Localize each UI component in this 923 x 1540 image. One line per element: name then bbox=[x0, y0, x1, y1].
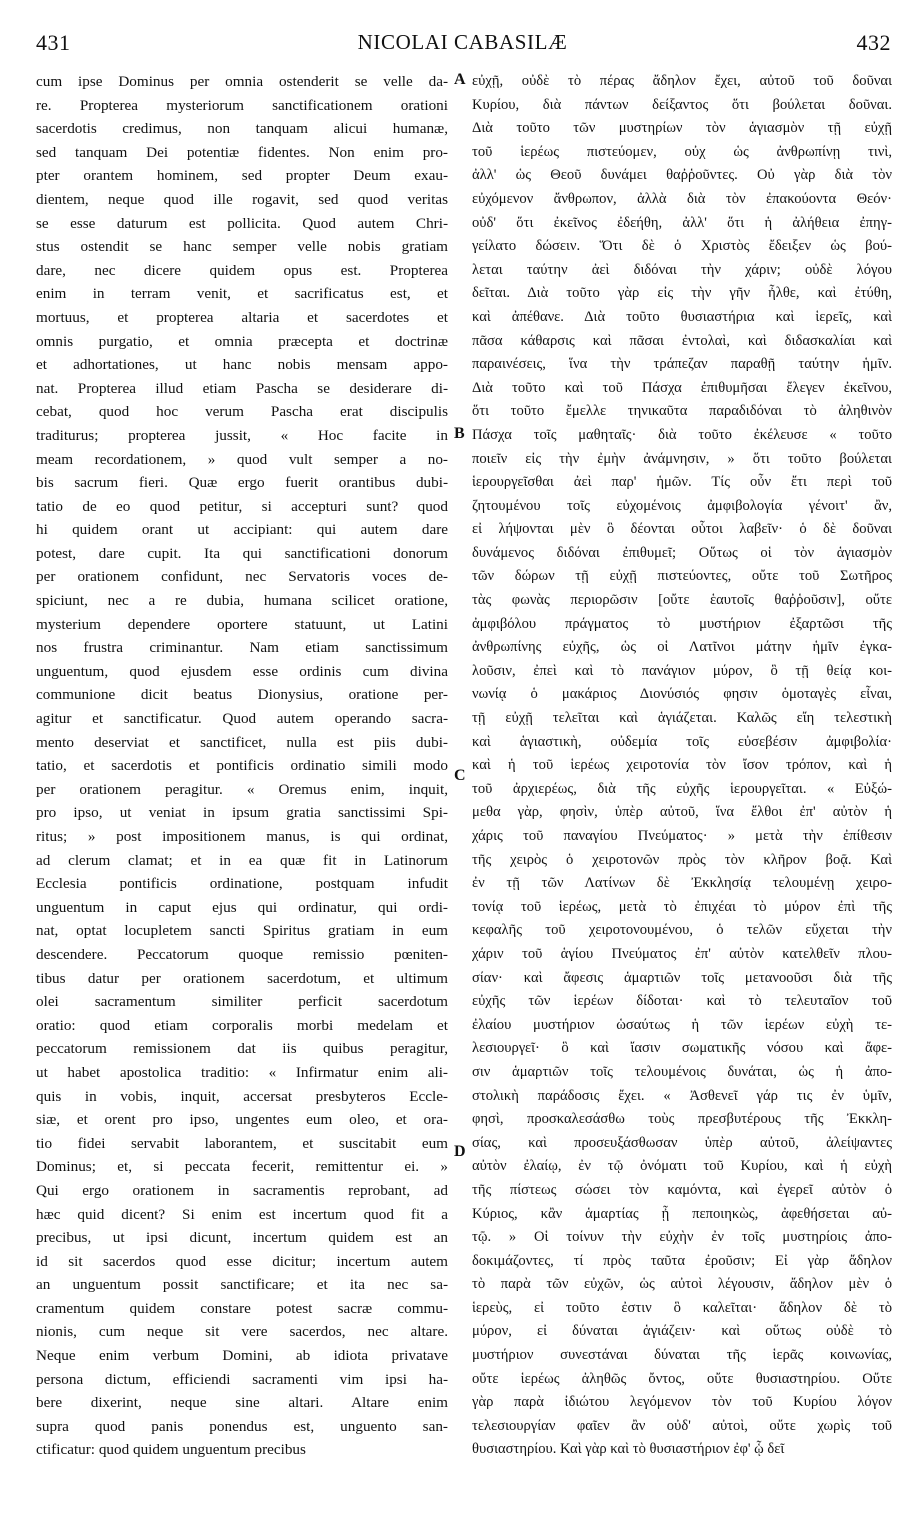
text-line: enim in terram venit, et sacrificatus est, et bbox=[36, 285, 448, 303]
latin-column bbox=[36, 70, 448, 1462]
text-line: siæ, et orent pro ipso, ungentes eum oleo, et ora- bbox=[36, 1111, 448, 1129]
text-line: πᾶσα κάθαρσις καὶ πᾶσαι ἐντολαὶ, καὶ διδασκαλίαι καὶ bbox=[472, 332, 892, 349]
text-line: et adhortationes, ut hanc nobis mensam appo- bbox=[36, 356, 448, 374]
text-line: οὔτε ἱερέως ἀληθῶς ὄντος, οὔτε θυσιαστηρίου. Οὔτε bbox=[472, 1370, 892, 1387]
text-line: pro ipso, ut veniat in ipsum gratia sanctissimi Spi- bbox=[36, 804, 448, 822]
text-line: persona dictum, efficiendi sacramenti vim ipsi ha- bbox=[36, 1370, 448, 1388]
text-line: nat. Propterea illud etiam Pascha se desiderare di- bbox=[36, 379, 448, 397]
text-line: ποιεῖν εἰς τὴν ἐμὴν ἀνάμνησιν, » ὅτι τοῦτο βούλεται bbox=[472, 450, 892, 467]
text-line: tibus datur per orationem sacerdotum, et ultimum bbox=[36, 969, 448, 987]
text-line: mento deserviat et sanctificet, nulla est piis dubi- bbox=[36, 733, 448, 751]
text-line: tio fidei servabit laborantem, et suscitabit eum bbox=[36, 1134, 448, 1152]
text-line: δοκιμάζοντες, τί πρὸς ταῦτα ἐροῦσιν; Εἰ γὰρ ἄδηλον bbox=[472, 1252, 892, 1269]
text-line: ζητουμένου τοῖς εὐχομένοις ἀμφιβολογία γένοιτ' ἂν, bbox=[472, 497, 892, 514]
text-line: μύρον, εἰ δύναται ἁγιάζειν· καὶ οὕτως οὐδὲ τὸ bbox=[472, 1323, 892, 1340]
text-line: στολικὴ παράδοσις ἔχει. « Ἀσθενεῖ γάρ τις ἐν ὑμῖν, bbox=[472, 1087, 892, 1104]
section-marker-c: C bbox=[454, 767, 466, 784]
text-line: χάριν τοῦ ἁγίου Πνεύματος ἐπ' αὐτὸν κατελθεῖν πλου- bbox=[472, 945, 892, 962]
text-line: Ecclesia pontificis ordinatione, postquam infudit bbox=[36, 875, 448, 893]
text-line: unguentum, quod ejusdem esse ordinis cum divina bbox=[36, 662, 448, 680]
text-line: καὶ ἡ τοῦ ἱερέως χειροτονία τὸν ἴσον τρόπον, καὶ ἡ bbox=[472, 757, 892, 774]
text-line: ἱερουργεῖσθαι ἀεὶ παρ' ἡμῶν. Τίς οὖν ἔτι περὶ τοῦ bbox=[472, 474, 892, 491]
text-line: γείλατο δώσειν. Ὅτι δὲ ὁ Χριστὸς ἔδειξεν ὡς βού- bbox=[472, 238, 892, 255]
text-line: ἱερεὺς, εἰ τοῦτο ἐστιν ὃ καλεῖται· ἄδηλον δὲ τὸ bbox=[472, 1299, 892, 1316]
text-line: ad clerum clamat; et in ea quæ fit in Latinorum bbox=[36, 851, 448, 869]
text-line: εὐχόμενον ἄνθρωπον, ἀλλὰ διὰ τὸν ἐπακούοντα Θεόν· bbox=[472, 190, 892, 207]
text-line: dientem, neque quod ille rogavit, sed quod veritas bbox=[36, 190, 448, 208]
text-line: cum ipse Dominus per omnia ostenderit se velle da- bbox=[36, 73, 448, 90]
text-line: ἀλλ' ὡς Θεοῦ δυνάμει θαῤῥοῦντες. Οὐ γὰρ διὰ τὸν bbox=[472, 167, 892, 184]
text-line: re. Propterea mysteriorum sanctificationem orationi bbox=[36, 96, 448, 114]
text-line: spiciunt, nec a re dubia, humana scilicet oratione, bbox=[36, 592, 448, 610]
text-line: λοῦσιν, ἐπεὶ καὶ τὸ πανάγιον μύρον, ὃ τῇ θείᾳ κοι- bbox=[472, 662, 892, 679]
text-line: Neque enim verbum Domini, ab idiota privatave bbox=[36, 1347, 448, 1365]
text-line: τοῦ ἱερέως πιστεύομεν, οὐχ ὡς ἀνθρωπίνῃ τινὶ, bbox=[472, 143, 892, 160]
text-line: per orationem peragitur. « Oremus enim, inquit, bbox=[36, 780, 448, 798]
text-line: σίας, καὶ προσευξάσθωσαν ὑπὲρ αὐτοῦ, ἀλείψαντες bbox=[472, 1134, 892, 1151]
text-line: λεται ταύτην ἀεὶ διδόναι τὴν χάριν; οὐδὲ λόγου bbox=[472, 261, 892, 278]
text-line: Dominus; et, si peccata fecerit, remittentur ei. » bbox=[36, 1158, 448, 1176]
text-line: καὶ ἀπέθανε. Διὰ τοῦτο θυσιαστήρια καὶ ἱερεῖς, καὶ bbox=[472, 308, 892, 325]
text-line: κεφαλῆς τοῦ χειροτονουμένου, ὁ τελῶν εὔχεται τὴν bbox=[472, 922, 892, 939]
text-line: ἐλαίου μυστήριον ὡσαύτως ἡ τῶν ἱερέων εὐχὴ τε- bbox=[472, 1016, 892, 1033]
text-line: οὐδ' ὅτι ἐκεῖνος ἐδεήθη, ἀλλ' ὅτι ἡ ἀλήθεια ἐπηγ- bbox=[472, 214, 892, 231]
text-line: θυσιαστηρίου. Καὶ γὰρ καὶ τὸ θυσιαστήριον ἐφ' ᾧ δεῖ bbox=[472, 1441, 785, 1458]
page-header bbox=[30, 30, 895, 60]
text-line: tatio de eo quod petitur, si accepturi sunt? quod bbox=[36, 497, 448, 515]
text-line: mysterium dependere oportere statuunt, ut Latini bbox=[36, 615, 448, 633]
text-line: Qui ergo orationem in sacramentis reprobant, ad bbox=[36, 1181, 448, 1199]
text-line: τελεσιουργίαν φαῖεν ἂν οὐδ' αὐτοὶ, οὔτε χωρὶς τοῦ bbox=[472, 1417, 892, 1434]
text-line: τῆς πίστεως σώσει τὸν καμόντα, καὶ ἐγερεῖ αὐτὸν ὁ bbox=[472, 1181, 892, 1198]
text-line: dare, nec dicere quidem opus est. Propterea bbox=[36, 261, 448, 279]
text-line: bis sacrum fieri. Quæ ergo fuerit orantibus dubi- bbox=[36, 474, 448, 492]
text-line: ἀμφιβόλου πράγματος τὸ μυστήριον ἐξαρτῶσι τῆς bbox=[472, 615, 892, 632]
text-line: Διὰ τοῦτο καὶ τοῦ Πάσχα ἐπιθυμῆσαι ἔλεγεν ἐκεῖνου, bbox=[472, 379, 892, 396]
greek-column bbox=[472, 70, 892, 1462]
text-line: unguentum in caput ejus qui ordinatur, qui ordi- bbox=[36, 898, 448, 916]
text-line: σιν ἁμαρτιῶν τοῖς τελουμένοις δυνάται, ὡς ἡ ἀπο- bbox=[472, 1063, 892, 1080]
text-line: σίαν· καὶ ἄφεσις ἁμαρτιῶν τοῖς μετανοοῦσι διὰ τῆς bbox=[472, 969, 892, 986]
text-line: pter orantem hominem, sed propter Deum exau- bbox=[36, 167, 448, 185]
text-line: an unguentum possit sanctificare; et ita nec sa- bbox=[36, 1276, 448, 1294]
text-line: καὶ ἁγιαστικὴ, οὐδεμία τοῖς εὐσεβέσιν ἀμφιβολία· bbox=[472, 733, 892, 750]
text-line: τονίᾳ τοῦ ἱερέως, μετὰ τὸ ἐπιχέαι τὸ μύρον ἐπὶ τῆς bbox=[472, 898, 892, 915]
text-line: γὰρ παρὰ ἰδιώτου λεγόμενον τὸν τοῦ Κυρίου λόγον bbox=[472, 1394, 892, 1411]
text-line: τοῦ ἀρχιερέως, διὰ τῆς εὐχῆς ἱερουργεῖται. « Εὐξώ- bbox=[472, 780, 892, 797]
text-line: τῆς χειρὸς ὁ χειροτονῶν πρὸς τὸν κλῆρον βοᾷ. Καὶ bbox=[472, 851, 892, 868]
text-line: descendere. Peccatorum quoque remissio pœniten- bbox=[36, 945, 448, 963]
text-line: nat, optat locupletem sancti Spiritus gratiam in eum bbox=[36, 922, 448, 940]
text-line: peccatorum remissionem dat iis quibus peragitur, bbox=[36, 1040, 448, 1058]
text-line: ἀνθρωπίνης εὐχῆς, ὡς οἱ Λατῖνοι μάτην ἡμῖν ἐγκα- bbox=[472, 639, 892, 656]
text-line: Πάσχα τοῖς μαθηταῖς· διὰ τοῦτο ἐκέλευσε « τοῦτο bbox=[472, 426, 892, 443]
text-line: nionis, cum neque sit vere sacerdos, nec altare. bbox=[36, 1323, 448, 1341]
text-line: ritus; » post impositionem manus, is qui ordinat, bbox=[36, 828, 448, 845]
page-number-left: 431 bbox=[36, 30, 71, 55]
text-line: ctificatur: quod quidem unguentum precibus bbox=[36, 1441, 306, 1459]
text-line: Διὰ τοῦτο τῶν μυστηρίων τὸν ἁγιασμὸν τῇ εὐχῇ bbox=[472, 120, 892, 137]
text-line: stus ostendit se hanc semper velle nobis gratiam bbox=[36, 238, 448, 256]
text-line: μεθα γὰρ, φησὶν, ὑπὲρ αὐτοῦ, ἵνα ἔλθοι ἐπ' αὐτὸν ἡ bbox=[472, 804, 892, 821]
text-line: omnis purgatio, et omnia præcepta et doctrinæ bbox=[36, 332, 448, 350]
text-line: αὐτὸν ἐλαίῳ, ἐν τῷ ὀνόματι τοῦ Κυρίου, καὶ ἡ εὐχὴ bbox=[472, 1158, 892, 1175]
page-number-right: 432 bbox=[856, 30, 891, 55]
text-line: Κύριος, κἂν ἁμαρτίας ᾖ πεποιηκὼς, ἀφεθήσεται αὐ- bbox=[472, 1205, 892, 1222]
text-line: Κυρίου, διὰ πάντων δείξαντος ὅτι βούλεται δοῦναι. bbox=[472, 96, 892, 113]
section-marker-b: B bbox=[454, 425, 465, 442]
text-line: traditurus; propterea jussit, « Hoc facite in bbox=[36, 426, 448, 444]
text-line: cramentum quidem constare potest sacræ commu- bbox=[36, 1299, 448, 1317]
text-line: nos frustra criminantur. Nam etiam sanctissimum bbox=[36, 639, 448, 657]
text-line: τὰς φωνὰς περιορῶσιν [οὔτε ἑαυτοῖς θαῤῥοῦσιν], οὔτε bbox=[472, 592, 892, 609]
text-line: λεσιουργεῖ· ὃ καὶ ἴασιν σωματικῆς νόσου καὶ ἄφε- bbox=[472, 1040, 892, 1057]
text-line: ἐν τῇ τῶν Λατίνων δὲ Ἐκκλησίᾳ τελουμένῃ χειρο- bbox=[472, 875, 892, 892]
text-line: supra quod panis ponendus est, unguento san- bbox=[36, 1417, 448, 1435]
text-line: se esse daturum est pollicita. Quod autem Chri- bbox=[36, 214, 448, 232]
text-line: meam recordationem, » quod vult semper a no- bbox=[36, 450, 448, 468]
text-line: precibus, ut ipsi dicunt, incertum quidem est an bbox=[36, 1229, 448, 1247]
text-line: μυστήριον συνεστάναι δύναται τῆς ἱερᾶς κοινωνίας, bbox=[472, 1347, 892, 1364]
text-line: τὸ παρὰ τῶν εὐχῶν, ὡς αὐτοὶ λέγουσιν, ἄδηλον μὲν ὁ bbox=[472, 1276, 892, 1293]
text-line: παραινέσεις, ἵνα τὴν τράπεζαν παραθῇ ταύτην ἡμῖν. bbox=[472, 356, 892, 373]
text-line: ut habet apostolica traditio: « Infirmatur enim ali- bbox=[36, 1063, 448, 1081]
text-line: χάρις τοῦ παναγίου Πνεύματος· » μετὰ τὴν ἐπίθεσιν bbox=[472, 828, 892, 844]
text-line: mortuus, et propterea altaria et sacerdotes et bbox=[36, 308, 448, 326]
text-line: quis in vobis, inquit, accersat presbyteros Eccle- bbox=[36, 1087, 448, 1105]
section-marker-d: D bbox=[454, 1143, 466, 1160]
text-line: id sit sacerdos quod esse dicitur; incertum autem bbox=[36, 1252, 448, 1270]
text-line: δυνάμενος διδόναι ἐπιθυμεῖ; Οὕτως οἱ τὸν ἁγιασμὸν bbox=[472, 544, 892, 561]
text-line: δεῖται. Διὰ τοῦτο γὰρ εἰς τὴν γῆν ἦλθε, καὶ ἐτύθη, bbox=[472, 285, 892, 302]
text-line: τῶν δώρων τῇ εὐχῇ πιστεύοντες, οὔτε τοῦ Σωτῆρος bbox=[472, 568, 892, 585]
section-marker-a: A bbox=[454, 71, 466, 88]
text-line: τῇ εὐχῇ τελεῖται καὶ ἁγιάζεται. Καλῶς εἴη τελεστικὴ bbox=[472, 710, 892, 727]
text-line: ὅτι τοῦτο ἔμελλε τηνικαῦτα παραδιδόναι τὸ ἀληθινὸν bbox=[472, 403, 892, 420]
text-line: oratio: quod etiam corporalis morbi medelam et bbox=[36, 1016, 448, 1034]
text-line: φησὶ, προσκαλεσάσθω τοὺς πρεσβυτέρους τῆς Ἐκκλη- bbox=[472, 1111, 892, 1128]
text-line: sacerdotis credimus, non tanquam alicui humanæ, bbox=[36, 120, 448, 138]
text-line: agitur et sanctificatur. Quod autem operando sacra- bbox=[36, 710, 448, 728]
text-line: bere dixerint, neque sine altari. Altare enim bbox=[36, 1394, 448, 1412]
text-line: tatio, et sacerdotis et pontificis ordinatio simili modo bbox=[36, 757, 448, 775]
text-line: εὐχῆς τῶν ἱερέων δίδοται· καὶ τὸ τελευταῖον τοῦ bbox=[472, 993, 892, 1010]
text-line: cebat, quod hoc verum Pascha erat discipulis bbox=[36, 403, 448, 421]
text-line: per orationem confidunt, nec Servatoris voces de- bbox=[36, 568, 448, 586]
text-line: potest, dare cupit. Ita qui sanctificationi donorum bbox=[36, 544, 448, 562]
text-line: νωνίᾳ ὁ μακάριος Διονύσιός φησιν ὁμοταγὲς εἶναι, bbox=[472, 686, 892, 703]
text-line: sed tanquam Dei potentiæ fidentes. Non enim pro- bbox=[36, 143, 448, 161]
text-line: communione dicit beatus Dionysius, oratione per- bbox=[36, 686, 448, 704]
text-line: εἰ λήψονται μὲν ὃ δέονται οὗτοι λαβεῖν· ὁ δὲ δοῦναι bbox=[472, 521, 892, 538]
text-line: hæc quid dicent? Si enim est incertum quod fit a bbox=[36, 1205, 448, 1223]
text-line: hi quidem orant ut accipiant: qui autem dare bbox=[36, 521, 448, 539]
text-line: olei sacramentum similiter perficit sacerdotum bbox=[36, 993, 448, 1011]
text-line: τῷ. » Οἱ τοίνυν τὴν εὐχὴν ἐν τοῖς μυστηρίοις ἀπο- bbox=[472, 1229, 892, 1246]
text-line: εὐχῇ, οὐδὲ τὸ πέρας ἄδηλον ἔχει, αὐτοῦ τοῦ δοῦναι bbox=[472, 73, 892, 89]
running-title: NICOLAI CABASILÆ bbox=[357, 30, 568, 54]
